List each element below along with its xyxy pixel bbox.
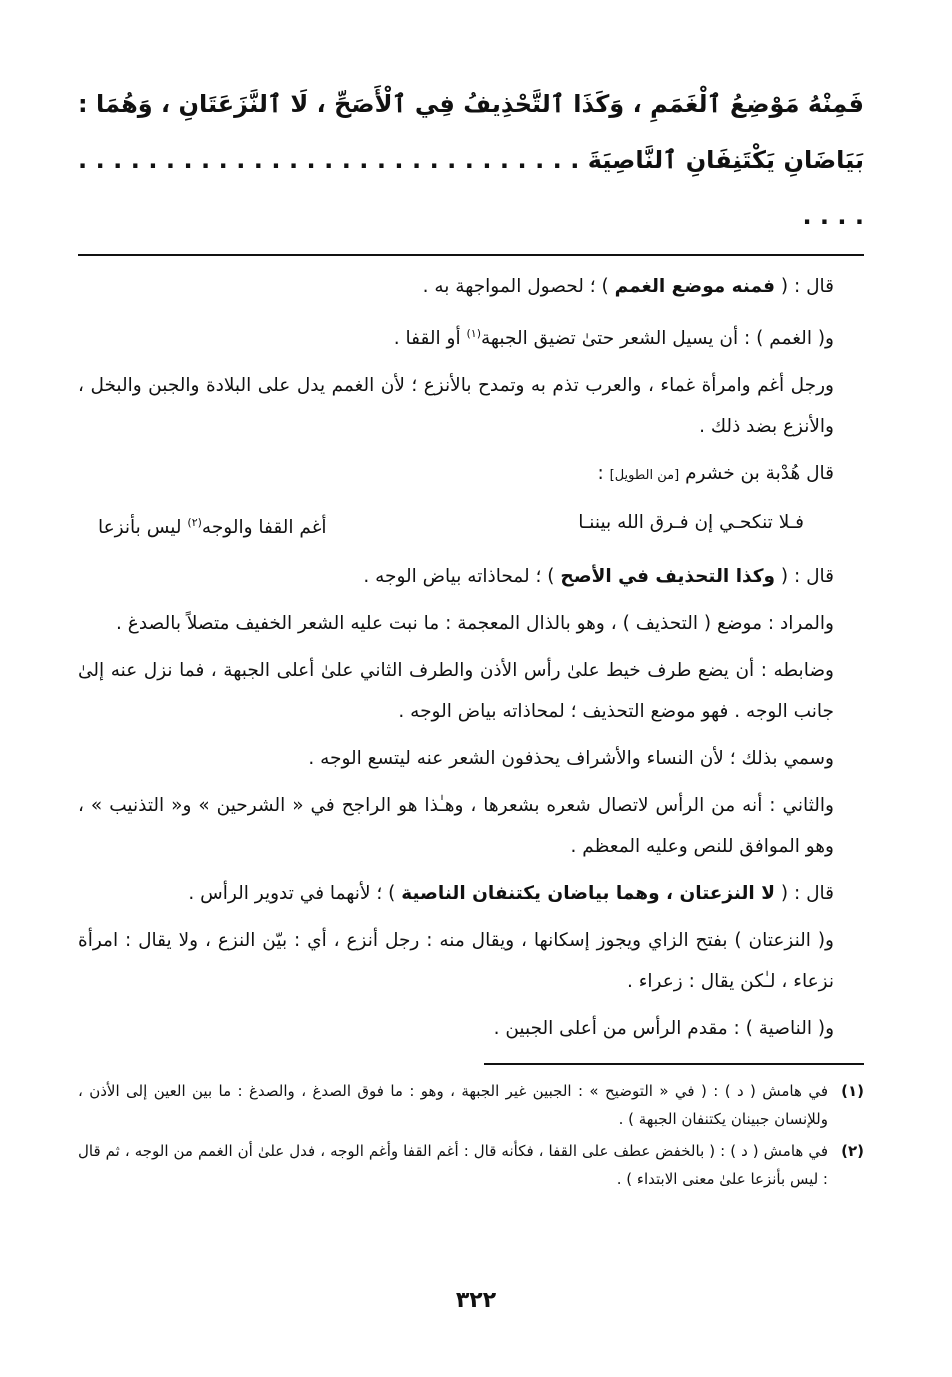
poem-verse [78,502,864,548]
footnote-1 [78,1077,864,1133]
paragraph-9: والثاني : أنه من الرأس لاتصال شعره بشعرها ، وهـٰذا هو الراجح في « الشرحين » و« التذنيب » ، وهو الموافق للنص وعليه المعظم . [78,795,834,858]
p5-tail: ) ؛ لمحاذاته بياض الوجه . [363,566,561,588]
paragraph-11: و( النزعتان ) بفتح الزاي ويجوز إسكانها ، ويقال منه : رجل أنزع ، أي : بيّن النزع ، ولا يقال : امرأة نزعاء ، لـٰكن يقال : زعراء . [78,930,834,993]
header-rule [78,254,864,256]
footnote-rule [484,1063,864,1065]
page [78,60,864,1197]
p1-lead: قال : ( [774,276,834,297]
footnote-number: (١) [841,1082,864,1101]
page-number: ٣٢٢ [455,1288,497,1313]
verse-second-hemistich [98,502,327,548]
paragraph-2 [78,313,864,359]
p5-quote: وكذا التحذيف في الأصح [560,566,775,588]
paragraph-10 [78,873,864,914]
p2-text: و( الغمم ) : أن يسيل الشعر حتىٰ تضيق الجبهة [480,328,834,350]
matn-text: فَمِنْهُ مَوْضِعُ ٱلْغَمَمِ ، وَكَذَا ٱلتَّحْذِيفُ فِي ٱلْأَصَحِّ ، لَا ٱلنَّزَعَتَانِ ، وَهُمَا : بَيَاضَانِ يَكْتَنِفَانِ ٱلنَّاصِيَةَ . . . . . . . . . . . . . . . . . . . . . . . . . . . . . . . . . [78,90,864,230]
verse-second-b: ليس بأنزعا [98,517,188,539]
footnote-text: في هامش ( د ) : ( في « التوضيح » : الجبين غير الجبهة ، وهو : ما فوق الصدغ ، والصدغ : ما بين العين إلى الأذن ، وللإنسان جبينان يكتنفان الجبهة ) . [78,1082,828,1129]
p10-quote: لا النزعتان ، وهما بياضان يكتنفان الناصية [401,883,775,905]
paragraph-3: ورجل أغم وامرأة غماء ، والعرب تذم به وتمدح بالأنزع ؛ لأن الغمم يدل على البلادة والجبن والبخل ، والأنزع بضد ذلك . [78,375,834,438]
footnotes [78,1077,864,1193]
paragraph-12: و( الناصية ) : مقدم الرأس من أعلى الجبين . [493,1018,834,1040]
footnote-2 [78,1137,864,1193]
p2-tail: أو القفا . [393,328,467,350]
commentary [78,266,864,1049]
p1-quote: فمنه موضع الغمم [614,276,775,297]
p10-tail: ) ؛ لأنهما في تدوير الرأس . [188,883,402,905]
p5-lead: قال : ( [774,566,834,588]
meter-label: [من الطويل] [609,468,680,484]
paragraph-6: والمراد : موضع ( التحذيف ) ، وهو بالذال المعجمة : ما نبت عليه الشعر الخفيف متصلاً بالصدغ . [116,613,834,635]
p4-tail: : [597,463,610,485]
p10-lead: قال : ( [774,883,834,905]
verse-second-a: أغم القفا والوجه [201,517,327,539]
paragraph-7: وضابطه : أن يضع طرف خيط علىٰ رأس الأذن والطرف الثاني علىٰ أعلى الجبهة ، فما نزل عنه إلىٰ جانب الوجه . فهو موضع التحذيف ؛ لمحاذاته بياض الوجه . [78,660,834,723]
footnote-ref-2: (٢) [187,516,202,530]
footnote-ref-1: (١) [466,327,481,340]
verse-first-hemistich: فـلا تنكحـي إن فـرق الله بيننـا [578,512,804,534]
paragraph-4 [78,453,864,496]
footnote-number: (٢) [841,1142,864,1161]
footnote-text: في هامش ( د ) : ( بالخفض عطف على القفا ، فكأنه قال : أغم القفا وأغم الوجه ، فدل علىٰ أن الغمم من الوجه ، ثم قال : ليس بأنزعا علىٰ معنى الابتداء ) . [78,1142,828,1189]
paragraph-5 [78,556,864,597]
p4-text: قال هُدْبة بن خشرم [679,463,834,485]
paragraph-1 [78,266,864,307]
paragraph-8: وسمي بذلك ؛ لأن النساء والأشراف يحذفون الشعر عنه ليتسع الوجه . [308,748,834,770]
p1-tail: ) ؛ لحصول المواجهة به . [422,276,615,297]
